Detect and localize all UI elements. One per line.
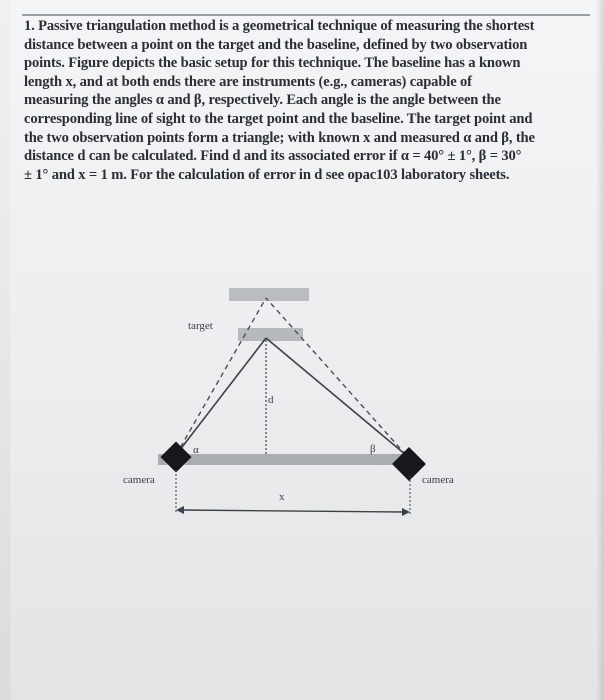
left-sight-line bbox=[176, 338, 266, 455]
right-camera-icon bbox=[392, 447, 426, 481]
top-target-block bbox=[229, 288, 309, 301]
problem-line: corresponding line of sight to the target point and the baseline. The target point and bbox=[24, 110, 533, 127]
page-edge-shadow bbox=[596, 0, 604, 700]
right-camera-label: camera bbox=[422, 474, 454, 486]
x-dimension-line bbox=[182, 510, 404, 512]
beta-label: β bbox=[370, 443, 376, 455]
d-label: d bbox=[268, 394, 274, 406]
target-label: target bbox=[188, 320, 213, 332]
left-camera-icon bbox=[160, 441, 191, 472]
problem-line: measuring the angles α and β, respectively. Each angle is the angle between the bbox=[24, 92, 501, 109]
x-label: x bbox=[279, 491, 285, 503]
right-sight-line bbox=[266, 338, 406, 455]
problem-line: ± 1° and x = 1 m. For the calculation of error in d see opac103 laboratory sheets. bbox=[24, 166, 510, 183]
right-sight-dashed bbox=[266, 298, 406, 455]
problem-line: length x, and at both ends there are instruments (e.g., cameras) capable of bbox=[24, 73, 472, 90]
alpha-label: α bbox=[193, 444, 199, 456]
problem-line: distance d can be calculated. Find d and its associated error if α = 40° ± 1°, β = 30° bbox=[24, 148, 522, 165]
left-camera-label: camera bbox=[123, 474, 155, 486]
problem-line: points. Figure depicts the basic setup for this technique. The baseline has a known bbox=[24, 55, 521, 72]
problem-line: the two observation points form a triangle; with known x and measured α and β, the bbox=[24, 129, 535, 146]
problem-line: 1. Passive triangulation method is a geometrical technique of measuring the shortest bbox=[24, 18, 535, 34]
x-arrow-right bbox=[402, 508, 410, 516]
x-arrow-left bbox=[176, 506, 184, 514]
problem-line: distance between a point on the target and the baseline, defined by two observation bbox=[24, 36, 528, 53]
